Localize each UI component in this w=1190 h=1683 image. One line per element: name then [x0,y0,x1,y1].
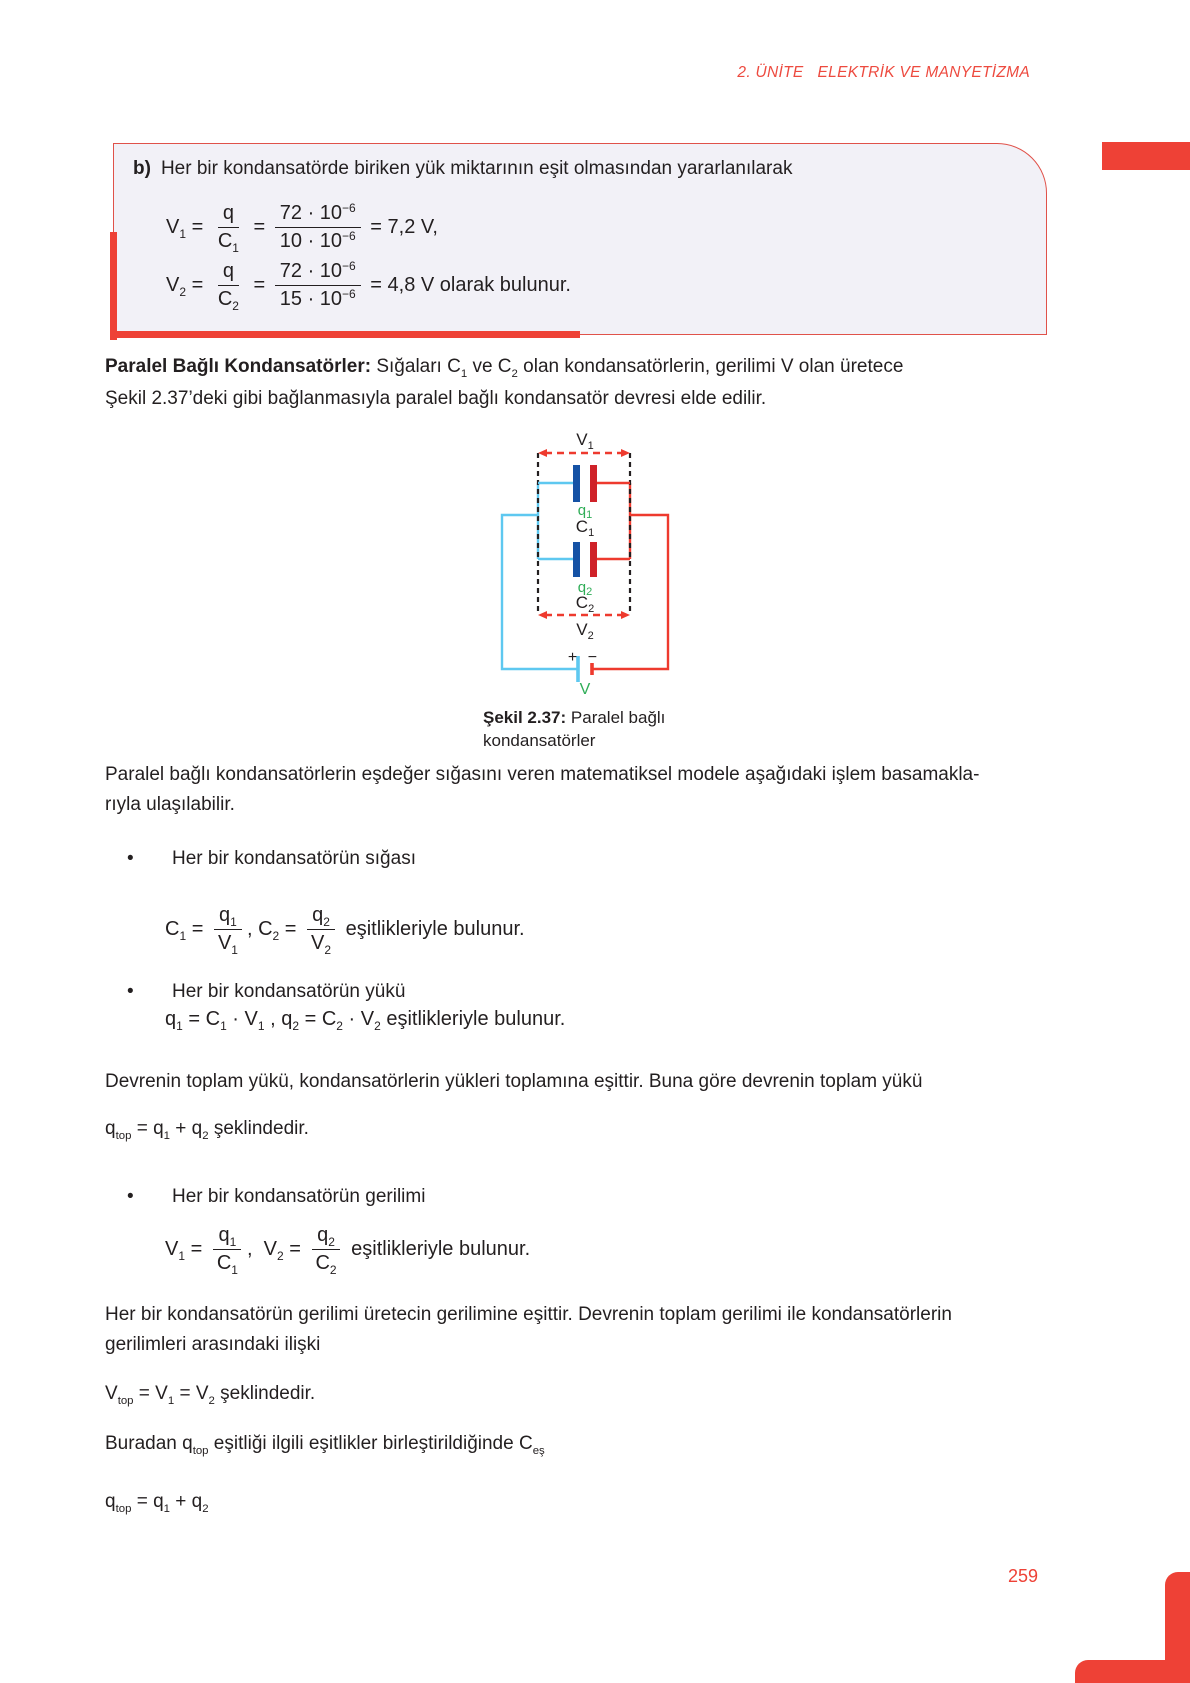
equation-vtop: $V_{top} = V_1 = V_2$ şeklindedir. [105,1383,316,1407]
figure-caption [483,706,723,752]
paragraph-voltage-relation-line1: Her bir kondansatörün gerilimi üretecin gerilimine eşittir. Devrenin toplam gerilimi ile kondansatörlerin [105,1304,952,1325]
bullet-dot: • [127,981,134,1002]
circuit-diagram [460,428,710,702]
equation-qtop: $q_{top} = q_1 + q_2$ şeklindedir. [105,1118,309,1142]
paragraph-parallel-intro-line2: Şekil 2.37’deki gibi bağlanmasıyla paralel bağlı kondansatör devresi elde edilir. [105,388,767,409]
page-number: 259 [1008,1566,1039,1586]
paragraph-voltage-relation-line2: gerilimleri arasındaki ilişki [105,1334,321,1355]
cap1-plate-negative [573,465,580,502]
accent-bar-bottom [110,331,580,338]
paragraph-total-charge: Devrenin toplam yükü, kondansatörlerin yükleri toplamına eşittir. Buna göre devrenin toplam yükü [105,1071,923,1092]
label-q2: $q_2$ [577,579,593,598]
figure-caption-line1 [483,706,723,729]
equation-v1-solution: $V_1$ = $\frac{q}{C_1}$ = $\frac{72 \cdot 10^{-6}}{10 \cdot 10^{-6}}$ = 7,2 V, [166,201,438,256]
solution-intro [133,158,792,180]
paragraph-equivalent-model-line2: rıyla ulaşılabilir. [105,794,235,815]
unit-color-tab [1102,142,1190,170]
figure-parallel-capacitors [460,428,710,702]
solution-intro-text: Her bir kondansatörde biriken yük miktarının eşit olmasından yararlanılarak [160,158,793,179]
arrowhead-v1-left [538,449,547,457]
unit-title: ELEKTRİK VE MANYETİZMA [817,64,1030,81]
bullet-capacitance-text: Her bir kondansatörün sığası [172,848,416,869]
bullet-dot: • [127,848,134,869]
label-v1: $V_1$ [576,430,594,452]
arrowhead-v2-left [538,611,547,619]
label-v2: $V_2$ [576,620,594,642]
bullet-charge [127,981,405,1003]
wire-cyan-loop [502,515,578,669]
bullet-voltage-text: Her bir kondansatörün gerilimi [172,1186,426,1207]
figure-caption-text: Paralel bağlı [566,708,666,727]
corner-decoration-horizontal [1075,1660,1190,1683]
cap1-plate-positive [590,465,597,502]
arrowhead-v1-right [621,449,630,457]
label-v-source: V [579,681,591,698]
unit-label: 2. ÜNİTE [737,64,804,81]
item-label-b: b) [133,158,151,179]
label-battery-polarity: + − [567,649,601,666]
equation-charge: $q_1 = C_1 \cdot V_1$ , $q_2 = C_2 \cdot V_2$ eşitlikleriyle bulunur. [165,1008,566,1034]
label-c2: $C_2$ [575,593,595,615]
paragraph-equivalent-model [105,760,1105,820]
equation-capacitance: $C_1$ = $\frac{q_1}{V_1}$ , $C_2$ = $\frac{q_2}{V_2}$ eşitlikleriyle bulunur. [165,904,525,958]
paragraph-parallel-intro-line1: Paralel Bağlı Kondansatörler: Sığaları $C_1$ ve $C_2$ olan kondansatörlerin, gerilimi V olan üretece [105,356,904,380]
label-q1: $q_1$ [577,502,593,521]
equation-v2-solution: $V_2$ = $\frac{q}{C_2}$ = $\frac{72 \cdot 10^{-6}}{15 \cdot 10^{-6}}$ = 4,8 V olarak bulunur. [166,259,571,314]
bullet-charge-text: Her bir kondansatörün yükü [172,981,406,1002]
paragraph-equivalent-model-line1: Paralel bağlı kondansatörlerin eşdeğer sığasını veren matematiksel modele aşağıdaki işlem basamakla- [105,764,980,785]
solution-box [113,143,1047,335]
cap2-plate-positive [590,542,597,577]
figure-caption-number: Şekil 2.37: [483,708,567,727]
accent-bar-left [110,232,117,340]
running-head [737,64,1030,82]
paragraph-buradan: Buradan $q_{top}$ eşitliği ilgili eşitlikler birleştirildiğinde $C_{eş}$ [105,1433,545,1457]
label-c1: $C_1$ [575,517,595,539]
paragraph-parallel-intro [105,352,1105,414]
bullet-voltage [127,1186,425,1208]
equation-voltage: $V_1$ = $\frac{q_1}{C_1}$ , $V_2$ = $\frac{q_2}{C_2}$ eşitlikleriyle bulunur. [165,1224,531,1278]
bullet-dot: • [127,1186,134,1207]
figure-caption-line2: kondansatörler [483,731,596,750]
paragraph-voltage-relation [105,1300,1105,1360]
arrowhead-v2-right [621,611,630,619]
bullet-capacitance [127,848,416,870]
cap2-plate-negative [573,542,580,577]
equation-qtop-final: $q_{top} = q_1 + q_2$ [105,1491,209,1515]
